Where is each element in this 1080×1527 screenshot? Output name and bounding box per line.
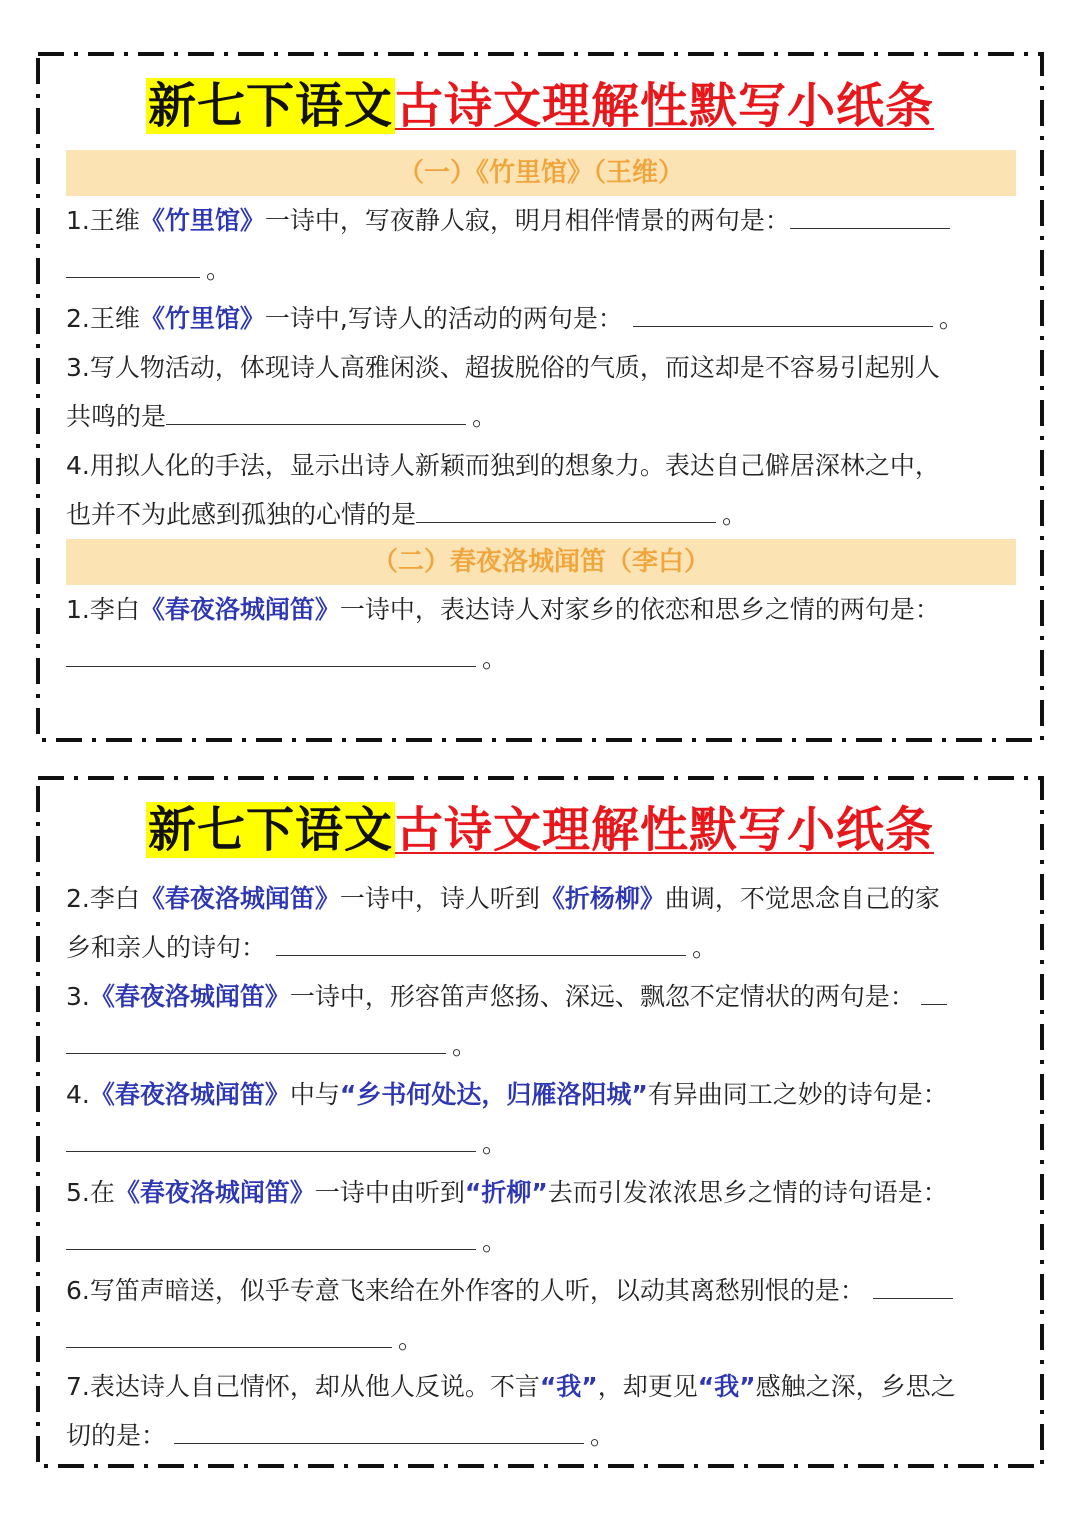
q-text: ，却更见 — [597, 1372, 698, 1401]
work-title: 《折杨柳》 — [539, 884, 665, 913]
answer-blank[interactable] — [66, 646, 476, 667]
title-highlight: 新七下语文 — [147, 802, 393, 858]
q-text: 3.写人物活动，体现诗人高雅闲淡、超拔脱俗的气质，而这却是不容易引起别人 — [66, 353, 940, 382]
q-text: 去而引发浓浓思乡之情的诗句语是： — [547, 1178, 948, 1207]
q-text: 一诗中，诗人听到 — [339, 884, 540, 913]
answer-blank[interactable] — [790, 208, 950, 229]
answer-blank[interactable] — [66, 257, 200, 278]
q-end: 。 — [398, 1325, 424, 1354]
q-text: 一诗中由听到 — [314, 1178, 465, 1207]
answer-blank[interactable] — [633, 306, 933, 327]
q-end: 。 — [722, 500, 748, 529]
question-4 — [66, 1168, 1021, 1266]
q-text: 1.王维 — [66, 206, 140, 235]
q-text: 2.王维 — [66, 304, 140, 333]
card-title — [36, 798, 1044, 862]
quote: “折柳” — [464, 1178, 548, 1207]
question-5 — [66, 1266, 1021, 1364]
answer-blank[interactable] — [166, 404, 466, 425]
work-title: 《春夜洛城闻笛》 — [89, 982, 290, 1011]
q-text: 感触之深，乡思之 — [755, 1372, 956, 1401]
work-title: 《春夜洛城闻笛》 — [139, 884, 340, 913]
q-end: 。 — [472, 402, 498, 431]
q-text: 曲调，不觉思念自己的家 — [664, 884, 940, 913]
q-text: 一诗中，形容笛声悠扬、深远、飘忽不定情状的两句是： — [289, 982, 915, 1011]
question-1 — [66, 196, 1021, 294]
q-end: 。 — [482, 1129, 508, 1158]
work-title: 《春夜洛城闻笛》 — [114, 1178, 315, 1207]
answer-blank[interactable] — [66, 1131, 476, 1152]
q-text: 1.李白 — [66, 595, 140, 624]
q-end: 。 — [938, 304, 964, 333]
q-end: 。 — [482, 1227, 508, 1256]
section-header-1: （一）《竹里馆》（王维） — [66, 150, 1016, 196]
answer-blank[interactable] — [66, 1229, 476, 1250]
q-text: 3. — [66, 982, 90, 1011]
q-text: 5.在 — [66, 1178, 115, 1207]
answer-blank[interactable] — [416, 502, 716, 523]
title-red: 古诗文理解性默写小纸条 — [395, 802, 935, 858]
quote: “我” — [697, 1372, 756, 1401]
card-title — [36, 74, 1044, 138]
q-end: 。 — [452, 1031, 478, 1060]
question-4 — [66, 441, 1021, 539]
title-red: 古诗文理解性默写小纸条 — [395, 78, 935, 134]
q-text: 6.写笛声暗送，似乎专意飞来给在外作客的人听，以动其离愁别恨的是： — [66, 1276, 865, 1305]
question-2 — [66, 972, 1021, 1070]
q-text: 4.用拟人化的手法，显示出诗人新颖而独到的想象力。表达自己僻居深林之中， — [66, 451, 940, 480]
q-text: 4. — [66, 1080, 90, 1109]
q-text: 也并不为此感到孤独的心情的是 — [66, 500, 417, 529]
q-text: 7.表达诗人自己情怀，却从他人反说。不言 — [66, 1372, 540, 1401]
question-1 — [66, 874, 1021, 972]
work-title: 《竹里馆》 — [139, 206, 265, 235]
q-text: 乡和亲人的诗句： — [66, 933, 267, 962]
q-text: 中与 — [289, 1080, 340, 1109]
question-2 — [66, 294, 1021, 343]
answer-blank[interactable] — [873, 1278, 953, 1299]
note-card-2 — [36, 776, 1044, 1468]
q-text: 共鸣的是 — [66, 402, 167, 431]
section-header-2: （二）春夜洛城闻笛（李白） — [66, 539, 1016, 585]
work-title: 《春夜洛城闻笛》 — [139, 595, 340, 624]
answer-blank[interactable] — [921, 984, 947, 1005]
note-card-1 — [36, 52, 1044, 742]
q-end: 。 — [206, 255, 232, 284]
q-text: 一诗中，写夜静人寂，明月相伴情景的两句是： — [264, 206, 790, 235]
question-6 — [66, 1362, 1021, 1460]
quote: “我” — [539, 1372, 598, 1401]
question-3 — [66, 343, 1021, 441]
q-end: 。 — [590, 1421, 616, 1450]
work-title: 《春夜洛城闻笛》 — [89, 1080, 290, 1109]
q-text: 切的是： — [66, 1421, 167, 1450]
answer-blank[interactable] — [174, 1423, 584, 1444]
question-5 — [66, 585, 1021, 683]
q-end: 。 — [692, 933, 718, 962]
answer-blank[interactable] — [66, 1327, 392, 1348]
question-3 — [66, 1070, 1021, 1168]
q-text: 2.李白 — [66, 884, 140, 913]
q-end: 。 — [482, 644, 508, 673]
answer-blank[interactable] — [66, 1033, 446, 1054]
answer-blank[interactable] — [276, 935, 686, 956]
q-text: 有异曲同工之妙的诗句是： — [647, 1080, 948, 1109]
q-text: 一诗中，表达诗人对家乡的依恋和思乡之情的两句是： — [339, 595, 940, 624]
q-text: 一诗中,写诗人的活动的两句是： — [264, 304, 623, 333]
quote: “乡书何处达，归雁洛阳城” — [339, 1080, 648, 1109]
work-title: 《竹里馆》 — [139, 304, 265, 333]
title-highlight: 新七下语文 — [147, 78, 393, 134]
